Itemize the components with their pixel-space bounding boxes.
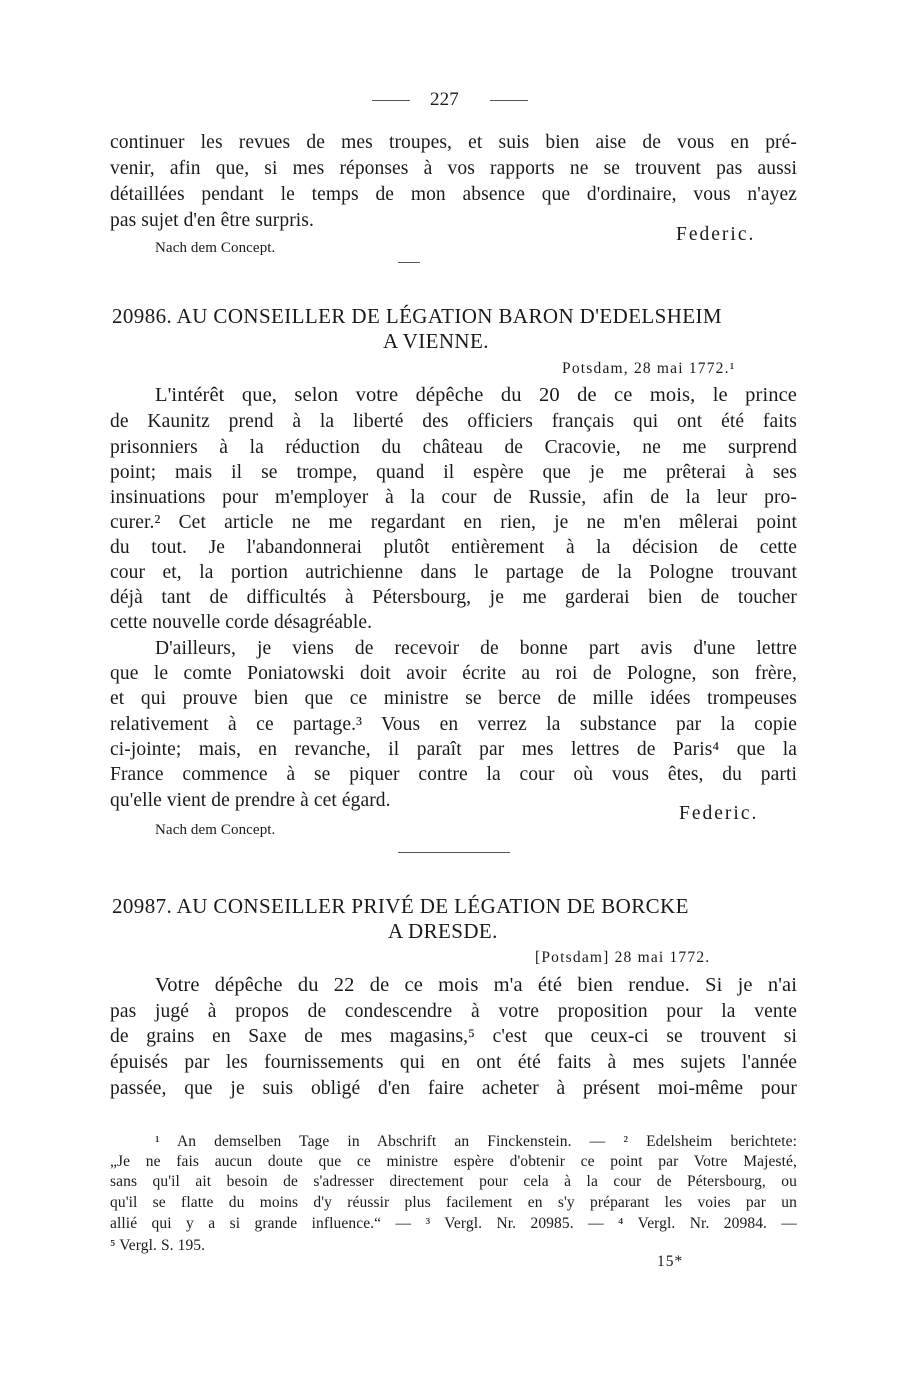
dateline: Potsdam, 28 mai 1772.¹ (562, 360, 736, 377)
text-line: du tout. Je l'abandonnerai plutôt entièrement à la décision de cette (110, 537, 797, 558)
source-note: Nach dem Concept. (155, 240, 276, 256)
footnote-line: „Je ne fais aucun doute que ce ministre espère d'obtenir ce point par Votre Majesté, (110, 1153, 797, 1170)
signature: Federic. (679, 803, 759, 824)
text-line: ci-jointe; mais, en revanche, il paraît par mes lettres de Paris⁴ que la (110, 739, 797, 760)
header-rule-right (490, 100, 528, 101)
header-rule-left (372, 100, 410, 101)
text-line: de grains en Saxe de mes magasins,⁵ c'est que ceux-ci se trouvent si (110, 1026, 797, 1047)
letter-heading-destination: A VIENNE. (383, 329, 489, 353)
text-line: pas sujet d'en être surpris. (110, 210, 314, 231)
text-line: France commence à se piquer contre la cour où vous êtes, du parti (110, 764, 797, 785)
letter-heading: 20987. AU CONSEILLER PRIVÉ DE LÉGATION DE BORCKE (112, 894, 689, 918)
text-line: cour et, la portion autrichienne dans le partage de la Pologne trouvant (110, 562, 797, 583)
footnote-line: ¹ An demselben Tage in Abschrift an Finckenstein. — ² Edelsheim berichtete: (155, 1133, 797, 1150)
text-line: qu'elle vient de prendre à cet égard. (110, 790, 391, 811)
letter-heading: 20986. AU CONSEILLER DE LÉGATION BARON D'EDELSHEIM (112, 304, 722, 328)
footnote-line: qu'il se flatte du moins d'y réussir plus facilement en s'y préparant les voies par un (110, 1194, 797, 1211)
text-line: L'intérêt que, selon votre dépêche du 20 de ce mois, le prince (155, 384, 797, 406)
section-divider (398, 852, 510, 853)
section-divider (398, 262, 420, 263)
signature: Federic. (676, 224, 756, 245)
text-line: déjà tant de difficultés à Pétersbourg, je me garderai bien de toucher (110, 587, 797, 608)
text-line: D'ailleurs, je viens de recevoir de bonne part avis d'une lettre (155, 638, 797, 659)
text-line: pas jugé à propos de condescendre à votre proposition pour la vente (110, 1001, 797, 1022)
text-line: passée, que je suis obligé d'en faire acheter à présent moi-même pour (110, 1078, 797, 1099)
text-line: venir, afin que, si mes réponses à vos rapports ne se trouvent pas aussi (110, 158, 797, 179)
page-number: 227 (430, 89, 459, 110)
signature-mark: 15* (657, 1253, 684, 1270)
text-line: cette nouvelle corde désagréable. (110, 612, 373, 633)
text-line: insinuations pour m'employer à la cour de Russie, afin de la leur pro- (110, 487, 797, 508)
source-note: Nach dem Concept. (155, 822, 276, 838)
letter-heading-destination: A DRESDE. (388, 919, 498, 943)
footnote-line: sans qu'il ait besoin de s'adresser directement pour cela à la cour de Pétersbourg, ou (110, 1173, 797, 1190)
text-line: continuer les revues de mes troupes, et suis bien aise de vous en pré- (110, 132, 797, 153)
text-line: de Kaunitz prend à la liberté des officiers français qui ont été faits (110, 411, 797, 432)
text-line: Votre dépêche du 22 de ce mois m'a été bien rendue. Si je n'ai (155, 974, 797, 996)
text-line: détaillées pendant le temps de mon absence que d'ordinaire, vous n'ayez (110, 184, 797, 205)
text-line: curer.² Cet article ne me regardant en rien, je ne m'en mêlerai point (110, 512, 797, 533)
text-line: et qui prouve bien que ce ministre se berce de mille idées trompeuses (110, 688, 797, 709)
text-line: relativement à ce partage.³ Vous en verrez la substance par la copie (110, 714, 797, 735)
footnote-line: allié qui y a si grande influence.“ — ³ Vergl. Nr. 20985. — ⁴ Vergl. Nr. 20984. — (110, 1215, 797, 1232)
text-line: prisonniers à la réduction du château de Cracovie, ne me surprend (110, 437, 797, 458)
dateline: [Potsdam] 28 mai 1772. (535, 949, 711, 966)
text-line: que le comte Poniatowski doit avoir écrite au roi de Pologne, son frère, (110, 663, 797, 684)
footnote-line: ⁵ Vergl. S. 195. (110, 1237, 206, 1254)
text-line: épuisés par les fournissements qui en ont été faits à mes sujets l'année (110, 1052, 797, 1073)
text-line: point; mais il se trompe, quand il espère que je me prêterai à ses (110, 462, 797, 483)
